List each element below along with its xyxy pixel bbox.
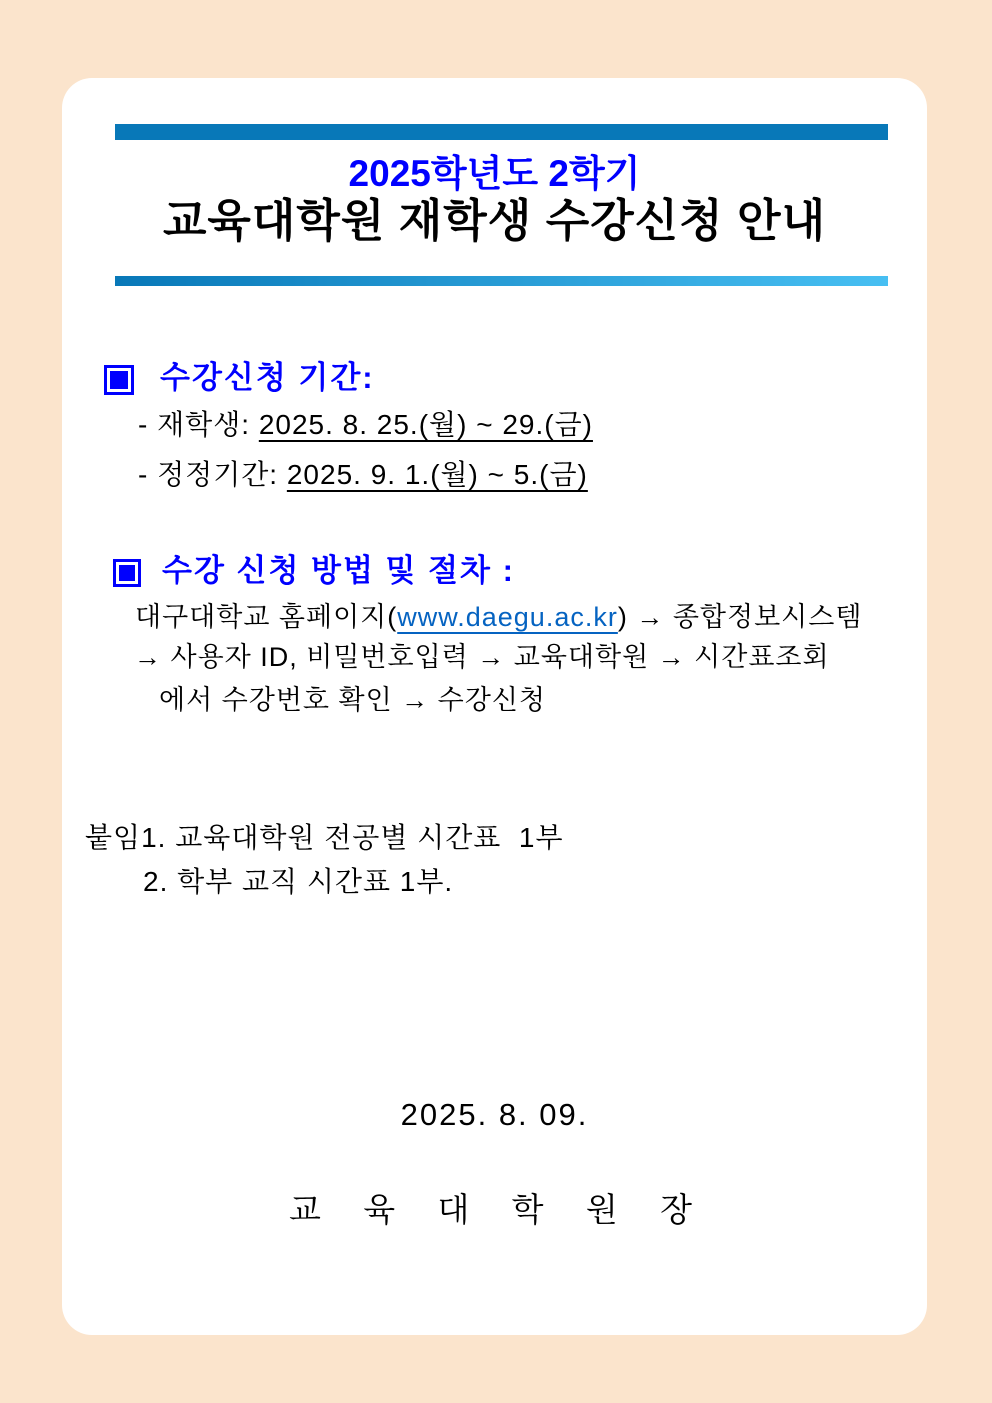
- top-divider-bar: [115, 124, 888, 140]
- issue-date: 2025. 8. 09.: [400, 1097, 589, 1132]
- method-line1-prefix: 대구대학교 홈페이지(: [135, 602, 398, 632]
- period-item-label: - 정정기간:: [138, 459, 287, 490]
- homepage-link[interactable]: www.daegu.ac.kr: [397, 602, 618, 632]
- square-bullet-icon: [104, 365, 134, 395]
- period-item-label: - 재학생:: [138, 409, 259, 440]
- attachment-line-2: 2. 학부 교직 시간표 1부.: [143, 866, 454, 897]
- method-line1-suffix: ) → 종합정보시스템: [617, 602, 863, 632]
- method-step-line-2: → 사용자 ID, 비밀번호입력 → 교육대학원 → 시간표조회: [134, 642, 830, 672]
- document-card: [62, 78, 927, 1335]
- period-item-current-students: [138, 407, 593, 443]
- document-subtitle: 2025학년도 2학기: [348, 153, 641, 194]
- gradient-divider-bar: [115, 276, 888, 286]
- square-bullet-icon: [113, 559, 141, 587]
- method-step-line-1: [135, 599, 862, 635]
- period-section-heading: 수강신청 기간:: [160, 360, 375, 395]
- method-step-line-3: 에서 수강번호 확인 → 수강신청: [159, 685, 546, 715]
- period-item-dates: 2025. 9. 1.(월) ~ 5.(금): [286, 459, 588, 490]
- period-item-dates: 2025. 8. 25.(월) ~ 29.(금): [258, 409, 593, 440]
- period-item-correction: [138, 457, 588, 493]
- signature-dean-of-graduate-school: 교 육 대 학 원 장: [289, 1191, 700, 1228]
- document-title: 교육대학원 재학생 수강신청 안내: [162, 195, 827, 246]
- attachment-line-1: 붙임1. 교육대학원 전공별 시간표 1부: [85, 822, 564, 853]
- method-section-heading: 수강 신청 방법 및 절차 :: [162, 553, 515, 588]
